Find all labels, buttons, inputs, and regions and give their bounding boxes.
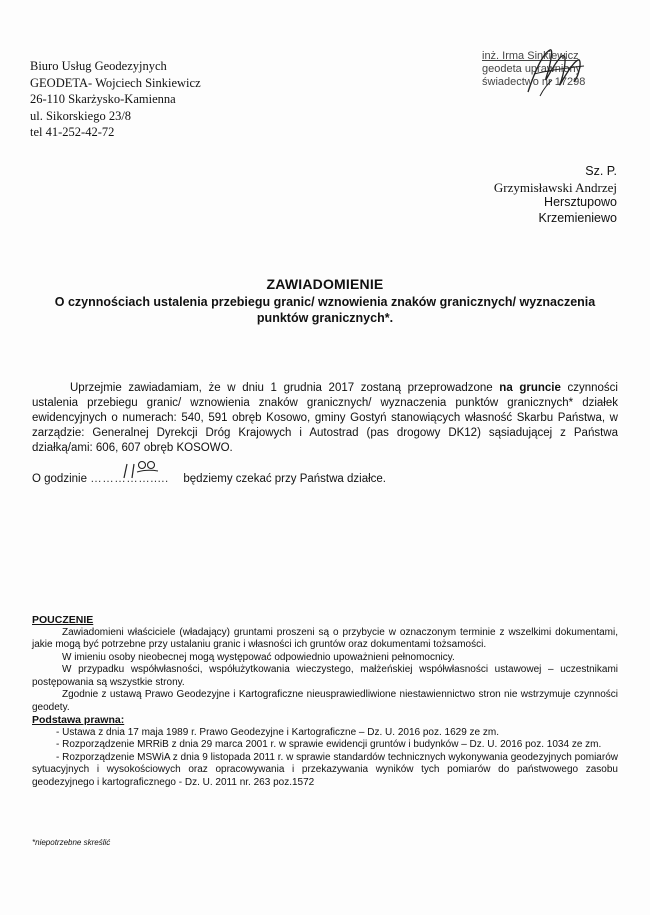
legal-basis-item: - Ustawa z dnia 17 maja 1989 r. Prawo Geodezyjne i Kartograficzne – Dz. U. 2016 poz. 1629 ze zm. bbox=[56, 726, 500, 738]
notice-bold-text: na gruncie bbox=[499, 382, 561, 394]
meeting-time-line bbox=[32, 472, 618, 487]
document-title: ZAWIADOMIENIE bbox=[266, 276, 384, 292]
recipient-line: Krzemieniewo bbox=[538, 210, 617, 225]
sender-line: ul. Sikorskiego 23/8 bbox=[30, 108, 132, 123]
sender-line: GEODETA- Wojciech Sinkiewicz bbox=[30, 75, 201, 90]
instructions-paragraph: Zawiadomieni właściciele (władający) gruntami proszeni są o przybycie w oznaczonym terminie z wszelkimi dokumentami, jakie mogą być potrzebne przy ustalaniu granic i własności ich gruntów oraz dokumentami tożsamości. bbox=[32, 626, 618, 650]
time-field bbox=[90, 472, 180, 487]
instructions-heading: POUCZENIE bbox=[32, 614, 94, 626]
meeting-prefix: O godzinie bbox=[32, 473, 87, 485]
handwritten-time-icon bbox=[120, 459, 160, 481]
recipient-line: Sz. P. bbox=[585, 164, 617, 178]
recipient-line: Grzymisławski Andrzej bbox=[493, 179, 617, 195]
document-subtitle: O czynnościach ustalenia przebiegu granic/ wznowienia znaków granicznych/ wyznaczenia punktów granicznych*. bbox=[54, 295, 596, 325]
notice-text: Uprzejmie zawiadamiam, że w dniu 1 grudnia 2017 zostaną przeprowadzone bbox=[70, 382, 500, 394]
legal-basis-heading: Podstawa prawna: bbox=[32, 714, 125, 726]
legal-basis-item: - Rozporządzenie MSWiA z dnia 9 listopada 2011 r. w sprawie standardów technicznych wykonywania geodezyjnych pomiarów sytuacyjnych i wysokościowych oraz opracowywania i przekazywania wyników tych pomiarów do państwowego zasobu geodezyjnego i kartograficznego - Dz. U. 2011 nr. 263 poz.1572 bbox=[32, 751, 618, 788]
recipient-line: Hersztupowo bbox=[544, 195, 617, 209]
notice-paragraph bbox=[32, 381, 618, 456]
instructions-paragraph: W imieniu osoby nieobecnej mogą występować odpowiednio upoważnieni pełnomocnicy. bbox=[62, 651, 455, 663]
stamp-line: geodeta uprawniony bbox=[482, 63, 582, 75]
instructions-paragraph: Zgodnie z ustawą Prawo Geodezyjne i Kartograficzne nieusprawiedliwione niestawiennictwo stron nie wstrzymuje czynności geodety. bbox=[32, 689, 618, 713]
sender-line: 26-110 Skarżysko-Kamienna bbox=[30, 92, 176, 106]
sender-line: tel 41-252-42-72 bbox=[30, 125, 115, 139]
signature-icon bbox=[520, 44, 590, 104]
footnote: *niepotrzebne skreślić bbox=[32, 838, 111, 847]
stamp-line: inż. Irma Sinkiewicz bbox=[482, 50, 579, 62]
recipient-address bbox=[494, 164, 617, 226]
dotted-line: ……………..... bbox=[90, 473, 169, 485]
sender-address bbox=[30, 58, 201, 141]
legal-basis-item: - Rozporządzenie MRRiB z dnia 29 marca 2001 r. w sprawie ewidencji gruntów i budynków – Dz. U. 2016 poz. 1034 ze zm. bbox=[56, 739, 602, 750]
surveyor-stamp bbox=[482, 50, 622, 89]
meeting-suffix: będziemy czekać przy Państwa działce. bbox=[183, 473, 387, 485]
instructions-section bbox=[32, 614, 618, 789]
stamp-line: świadectwo nr 17298 bbox=[482, 76, 586, 88]
sender-line: Biuro Usług Geodezyjnych bbox=[30, 59, 167, 73]
notice-text: czynności ustalenia przebiegu granic/ wznowienia znaków granicznych/ wyznaczenia punktów granicznych* działek ewidencyjnych o numerach: 540, 591 obręb Kosowo, gminy Gostyń stanowiących własność Skarbu Państwa, w zarządzie: Generalnej Dyrekcji Dróg Krajowych i Autostrad (pas drogowy DK12) sąsiadującej z Państwa działką/ami: 606, 607 obręb KOSOWO. bbox=[32, 382, 618, 454]
instructions-paragraph: W przypadku współwłasności, współużytkowania wieczystego, małżeńskiej współwłasności ustawowej – uczestnikami postępowania są wszystkie strony. bbox=[32, 664, 618, 688]
